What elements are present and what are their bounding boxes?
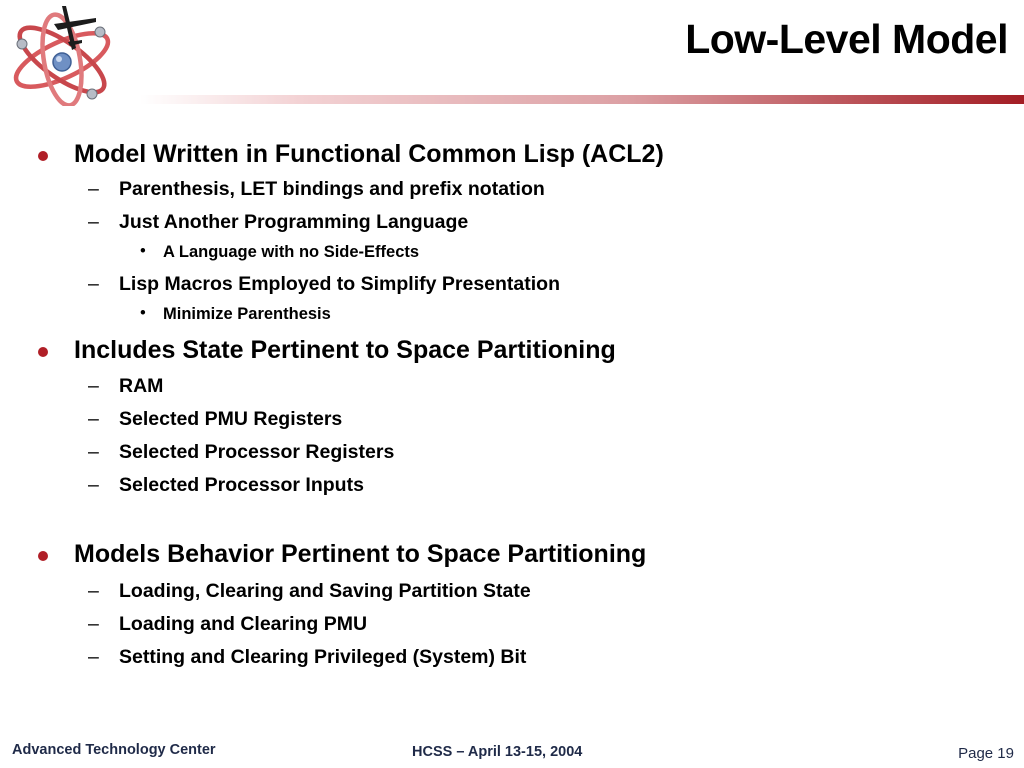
bullet-text: Parenthesis, LET bindings and prefix notation: [119, 178, 545, 200]
dash-marker: –: [88, 613, 99, 635]
dash-marker: –: [88, 273, 99, 295]
dash-marker: –: [88, 211, 99, 233]
bullet-text: Includes State Pertinent to Space Partitioning: [74, 336, 616, 364]
bullet-text: Just Another Programming Language: [119, 211, 469, 233]
dash-marker: –: [88, 474, 99, 496]
bullet-text: Setting and Clearing Privileged (System) Bit: [119, 646, 527, 668]
bullet-text: Selected PMU Registers: [119, 408, 343, 430]
dot-marker: •: [140, 304, 146, 322]
bullet-text: Selected Processor Registers: [119, 441, 395, 463]
bullet-text: A Language with no Side-Effects: [163, 243, 420, 261]
bullet-dot-icon: [38, 347, 48, 357]
bullet-text: RAM: [119, 375, 164, 397]
bullet-text: Selected Processor Inputs: [119, 474, 364, 496]
footer-organization: Advanced Technology Center: [12, 742, 216, 758]
atom-airplane-logo-icon: [4, 2, 116, 106]
bullet-text: Models Behavior Pertinent to Space Partitioning: [74, 540, 647, 568]
bullet-text: Loading, Clearing and Saving Partition State: [119, 580, 531, 602]
footer-page-number: Page 19: [958, 745, 1014, 762]
dash-marker: –: [88, 178, 99, 200]
dash-marker: –: [88, 580, 99, 602]
footer-event-date: HCSS – April 13-15, 2004: [412, 744, 583, 760]
bullet-text: Lisp Macros Employed to Simplify Presentation: [119, 273, 561, 295]
bullet-dot-icon: [38, 151, 48, 161]
dash-marker: –: [88, 408, 99, 430]
dash-marker: –: [88, 441, 99, 463]
dash-marker: –: [88, 375, 99, 397]
dot-marker: •: [140, 242, 146, 260]
bullet-text: Minimize Parenthesis: [163, 305, 331, 323]
bullet-text: Loading and Clearing PMU: [119, 613, 368, 635]
dash-marker: –: [88, 646, 99, 668]
title-underline-gradient: [140, 95, 1024, 104]
bullet-text: Model Written in Functional Common Lisp (ACL2): [74, 140, 664, 168]
bullet-dot-icon: [38, 551, 48, 561]
slide-title: Low-Level Model: [685, 16, 1008, 62]
